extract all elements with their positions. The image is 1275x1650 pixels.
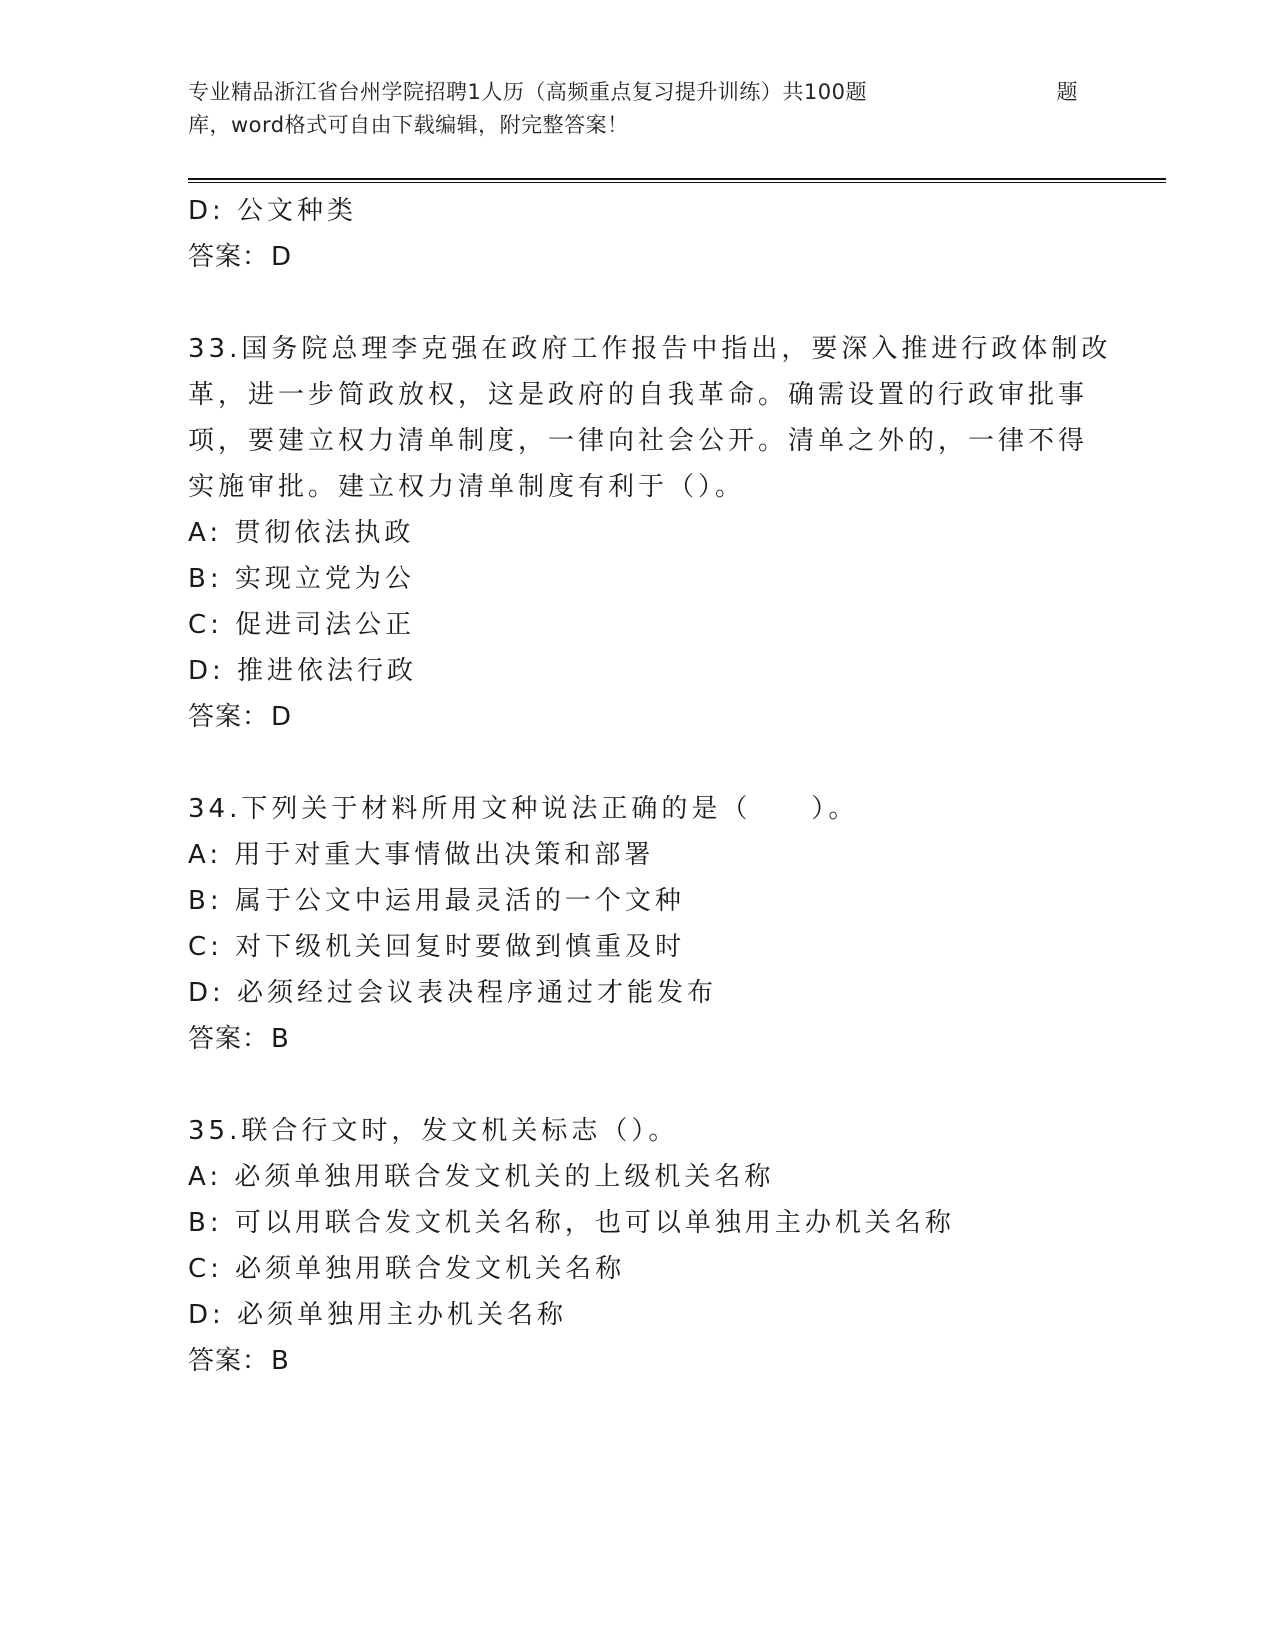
answer-value: B [271,1346,290,1376]
option-line: C: 对下级机关回复时要做到慎重及时 [188,932,686,962]
option-line: A: 贯彻依法执政 [188,518,415,548]
question-stem-line: 项，要建立权力清单制度，一律向社会公开。清单之外的，一律不得 [188,426,1089,456]
spacer [188,740,1088,786]
question-stem-line: 35.联合行文时，发文机关标志（）。 [188,1116,679,1146]
option-line: D: 必须经过会议表决程序通过才能发布 [188,978,718,1008]
answer-label: 答案： [188,1346,270,1376]
option-line: B: 可以用联合发文机关名称，也可以单独用主办机关名称 [188,1208,955,1238]
answer-value: B [271,1024,290,1054]
answer-label: 答案： [188,1024,270,1054]
answer-line [188,1016,1088,1062]
header-title-tail: 题 [1056,80,1078,104]
option-line: B: 实现立党为公 [188,564,415,594]
question-block [188,786,1088,1062]
option-line: D: 推进依法行政 [188,656,418,686]
header-title-line2: 库，word格式可自由下载编辑，附完整答案！ [188,113,629,137]
answer-line [188,694,1088,740]
question-stem-line: 34.下列关于材料所用文种说法正确的是（ ）。 [188,794,859,824]
spacer [188,280,1088,326]
header-title-text: 专业精品浙江省台州学院招聘1人历（高频重点复习提升训练）共100题 [188,80,867,104]
answer-line [188,1338,1088,1384]
spacer [188,1062,1088,1108]
answer-label: 答案： [188,242,270,272]
answer-value: D [271,242,293,272]
question-stem-line: 实施审批。建立权力清单制度有利于（）。 [188,472,746,502]
option-line: D: 必须单独用主办机关名称 [188,1300,568,1330]
page-header [188,76,1088,142]
answer-line [188,234,1088,280]
option-line: C: 促进司法公正 [188,610,416,640]
answer-value: D [271,702,293,732]
option-line: A: 用于对重大事情做出决策和部署 [188,840,655,870]
header-divider [188,178,1166,183]
answer-label: 答案： [188,702,270,732]
header-title-line1 [188,76,1088,109]
option-line: B: 属于公文中运用最灵活的一个文种 [188,886,685,916]
question-block [188,1108,1088,1384]
document-body [188,188,1112,1384]
option-line: D: 公文种类 [188,196,358,226]
option-line: C: 必须单独用联合发文机关名称 [188,1254,626,1284]
question-stem-line: 革，进一步简政放权，这是政府的自我革命。确需设置的行政审批事 [188,380,1089,410]
option-line: A: 必须单独用联合发文机关的上级机关名称 [188,1162,775,1192]
question-block [188,326,1112,740]
question-stem-line: 33.国务院总理李克强在政府工作报告中指出，要深入推进行政体制改 [188,334,1112,364]
